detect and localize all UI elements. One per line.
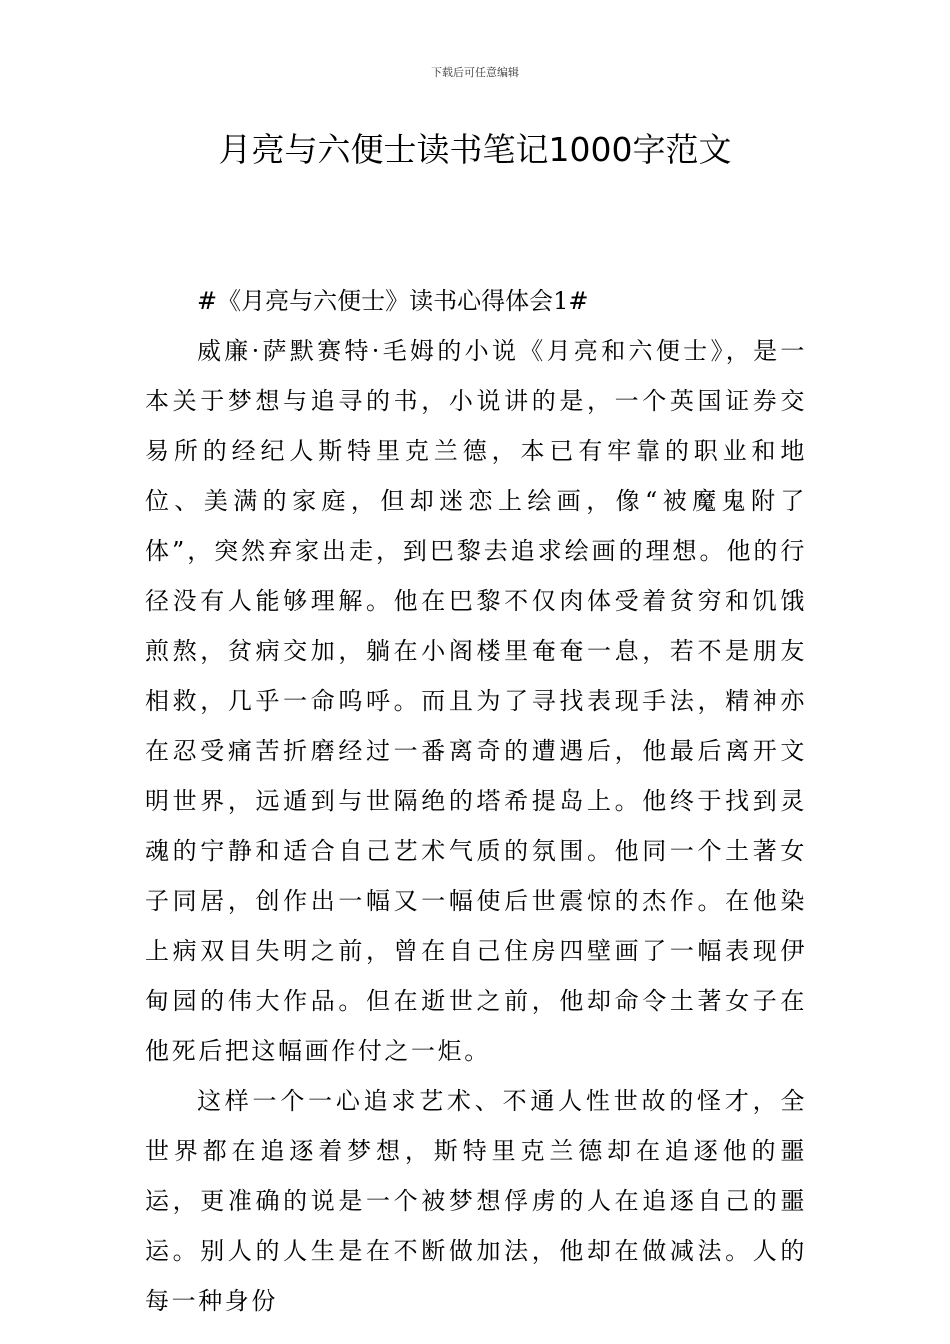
body-paragraph: 这样一个一心追求艺术、不通人性世故的怪才，全世界都在追逐着梦想，斯特里克兰德却在追逐他的噩运，更准确的说是一个被梦想俘虏的人在追逐自己的噩运。别人的人生是在不断做加法，他却在做减法。人的每一种身份 <box>145 1087 807 1315</box>
document-title: 月亮与六便士读书笔记1000字范文 <box>218 130 732 169</box>
body-paragraph: 威廉·萨默赛特·毛姆的小说《月亮和六便士》，是一本关于梦想与追寻的书，小说讲的是，一个英国证券交易所的经纪人斯特里克兰德，本已有牢靠的职业和地位、美满的家庭，但却迷恋上绘画，像“被魔鬼附了体”，突然弃家出走，到巴黎去追求绘画的理想。他的行径没有人能够理解。他在巴黎不仅肉体受着贫穷和饥饿煎熬，贫病交加，躺在小阁楼里奄奄一息，若不是朋友相救，几乎一命呜呼。而且为了寻找表现手法，精神亦在忍受痛苦折磨经过一番离奇的遭遇后，他最后离开文明世界，远遁到与世隔绝的塔希提岛上。他终于找到灵魂的宁静和适合自己艺术气质的氛围。他同一个土著女子同居，创作出一幅又一幅使后世震惊的杰作。在他染上病双目失明之前，曾在自己住房四壁画了一幅表现伊甸园的伟大作品。但在逝世之前，他却命令土著女子在他死后把这幅画作付之一炬。 <box>145 337 807 1065</box>
section-heading: #《月亮与六便士》读书心得体会1# <box>197 287 589 315</box>
header-note: 下载后可任意编辑 <box>431 66 519 79</box>
document-body <box>145 276 807 1326</box>
